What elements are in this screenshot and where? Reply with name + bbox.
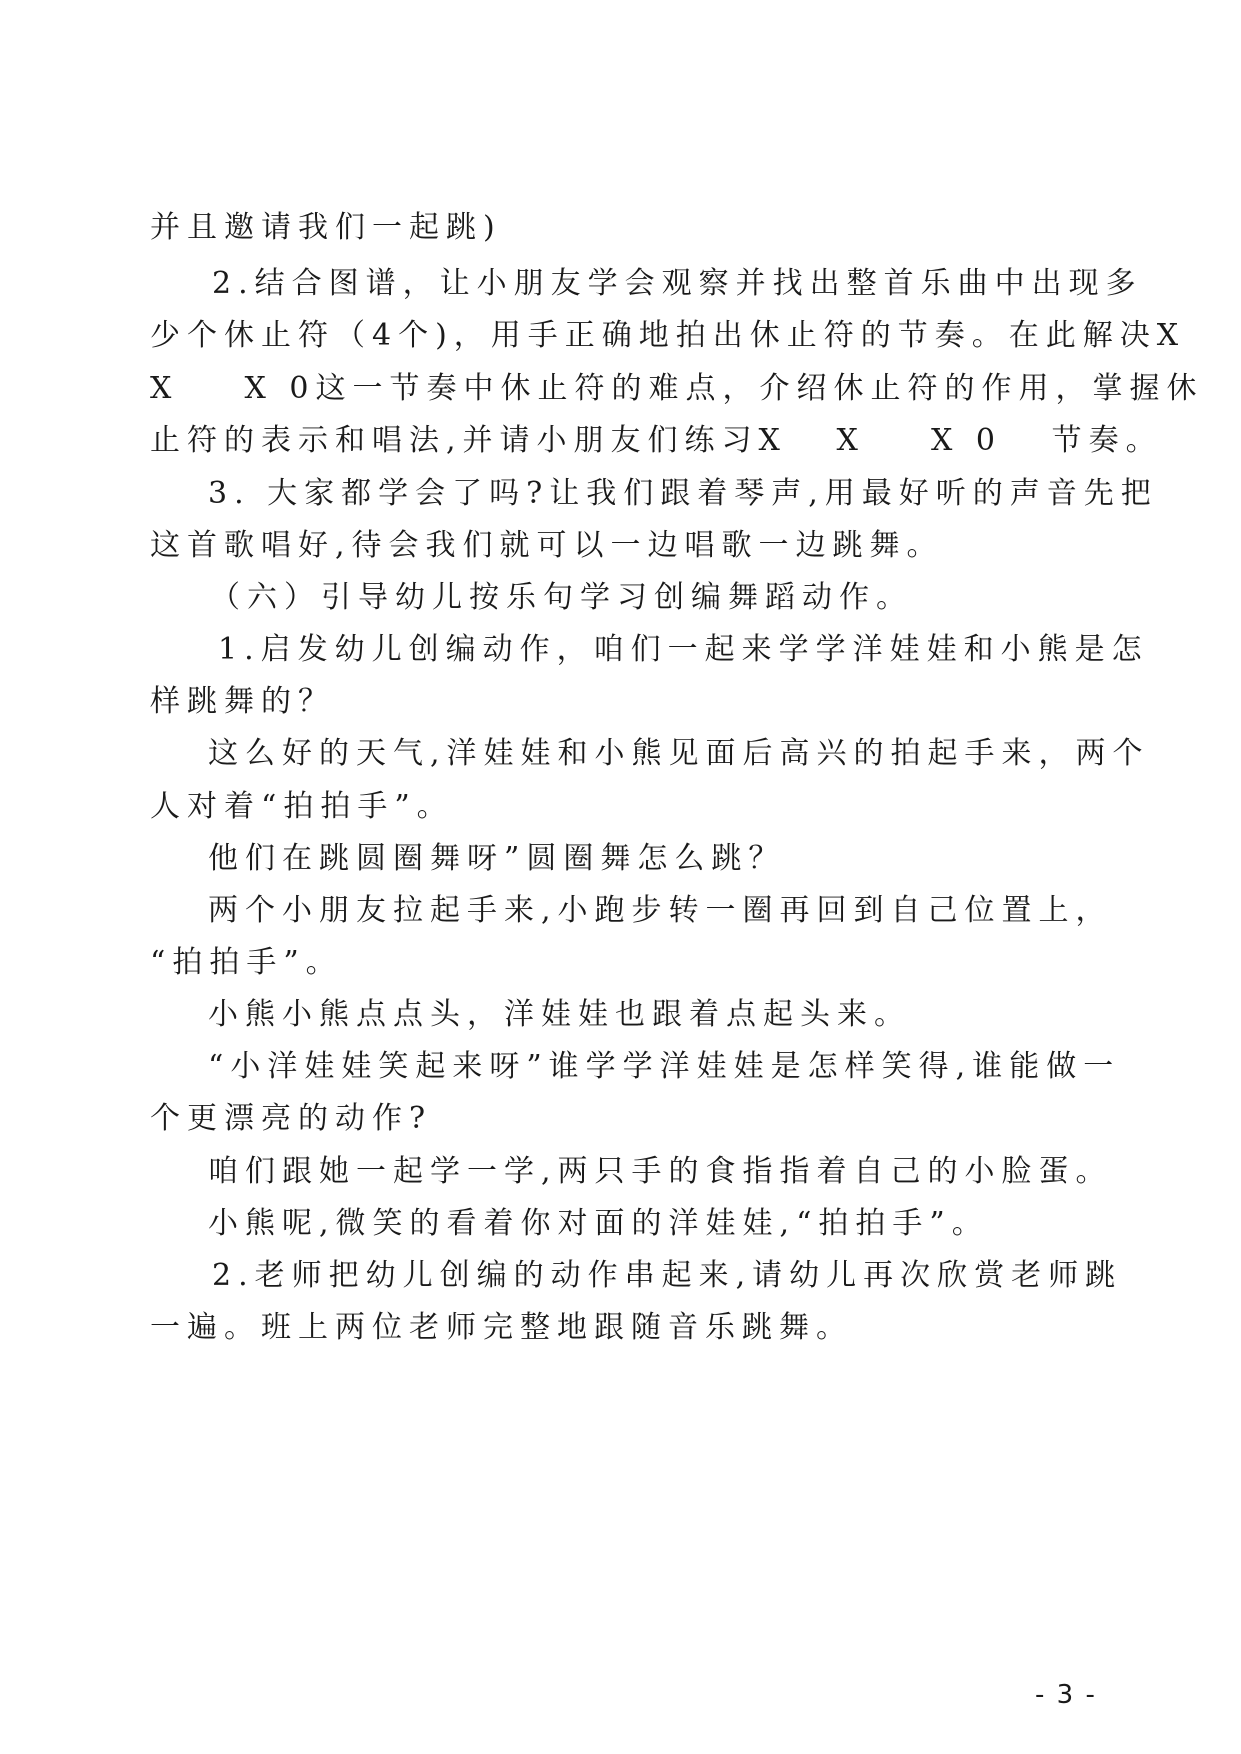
text-line: 样跳舞的？ <box>150 684 335 719</box>
text-line: “拍拍手”。 <box>150 945 343 980</box>
text-line: X X 0这一节奏中休止符的难点，介绍休止符的作用，掌握休 <box>150 371 1204 406</box>
text-line: 这首歌唱好,待会我们就可以一边唱歌一边跳舞。 <box>150 528 944 563</box>
text-line: 1.启发幼儿创编动作，咱们一起来学学洋娃娃和小熊是怎 <box>218 632 1149 667</box>
text-line: 少个休止符（4个)，用手正确地拍出休止符的节奏。在此解决X <box>150 318 1186 353</box>
text-line: 一遍。班上两位老师完整地跟随音乐跳舞。 <box>150 1310 853 1345</box>
text-line: 小熊呢,微笑的看着你对面的洋娃娃,“拍拍手”。 <box>208 1206 989 1241</box>
section-heading: （六）引导幼儿按乐句学习创编舞蹈动作。 <box>210 580 913 615</box>
text-line: 这么好的天气,洋娃娃和小熊见面后高兴的拍起手来，两个 <box>208 736 1150 771</box>
text-line: “小洋娃娃笑起来呀”谁学学洋娃娃是怎样笑得,谁能做一 <box>208 1049 1121 1084</box>
page-number: - 3 - <box>1035 1680 1097 1710</box>
text-line: 个更漂亮的动作? <box>150 1101 433 1136</box>
text-line: 2.结合图谱，让小朋友学会观察并找出整首乐曲中出现多 <box>212 266 1143 301</box>
text-line: 并且邀请我们一起跳) <box>150 210 502 245</box>
text-line: 2.老师把幼儿创编的动作串起来,请幼儿再次欣赏老师跳 <box>212 1258 1123 1293</box>
text-line: 他们在跳圆圈舞呀”圆圈舞怎么跳？ <box>208 841 786 876</box>
text-line: 咱们跟她一起学一学,两只手的食指指着自己的小脸蛋。 <box>208 1154 1113 1189</box>
text-line: 小熊小熊点点头，洋娃娃也跟着点起头来。 <box>208 997 911 1032</box>
text-line: 两个小朋友拉起手来,小跑步转一圈再回到自己位置上， <box>208 893 1113 928</box>
text-line: 止符的表示和唱法,并请小朋友们练习X X X 0 节奏。 <box>150 423 1163 458</box>
text-line: 人对着“拍拍手”。 <box>150 789 454 824</box>
text-line: 3. 大家都学会了吗?让我们跟着琴声,用最好听的声音先把 <box>208 476 1158 511</box>
